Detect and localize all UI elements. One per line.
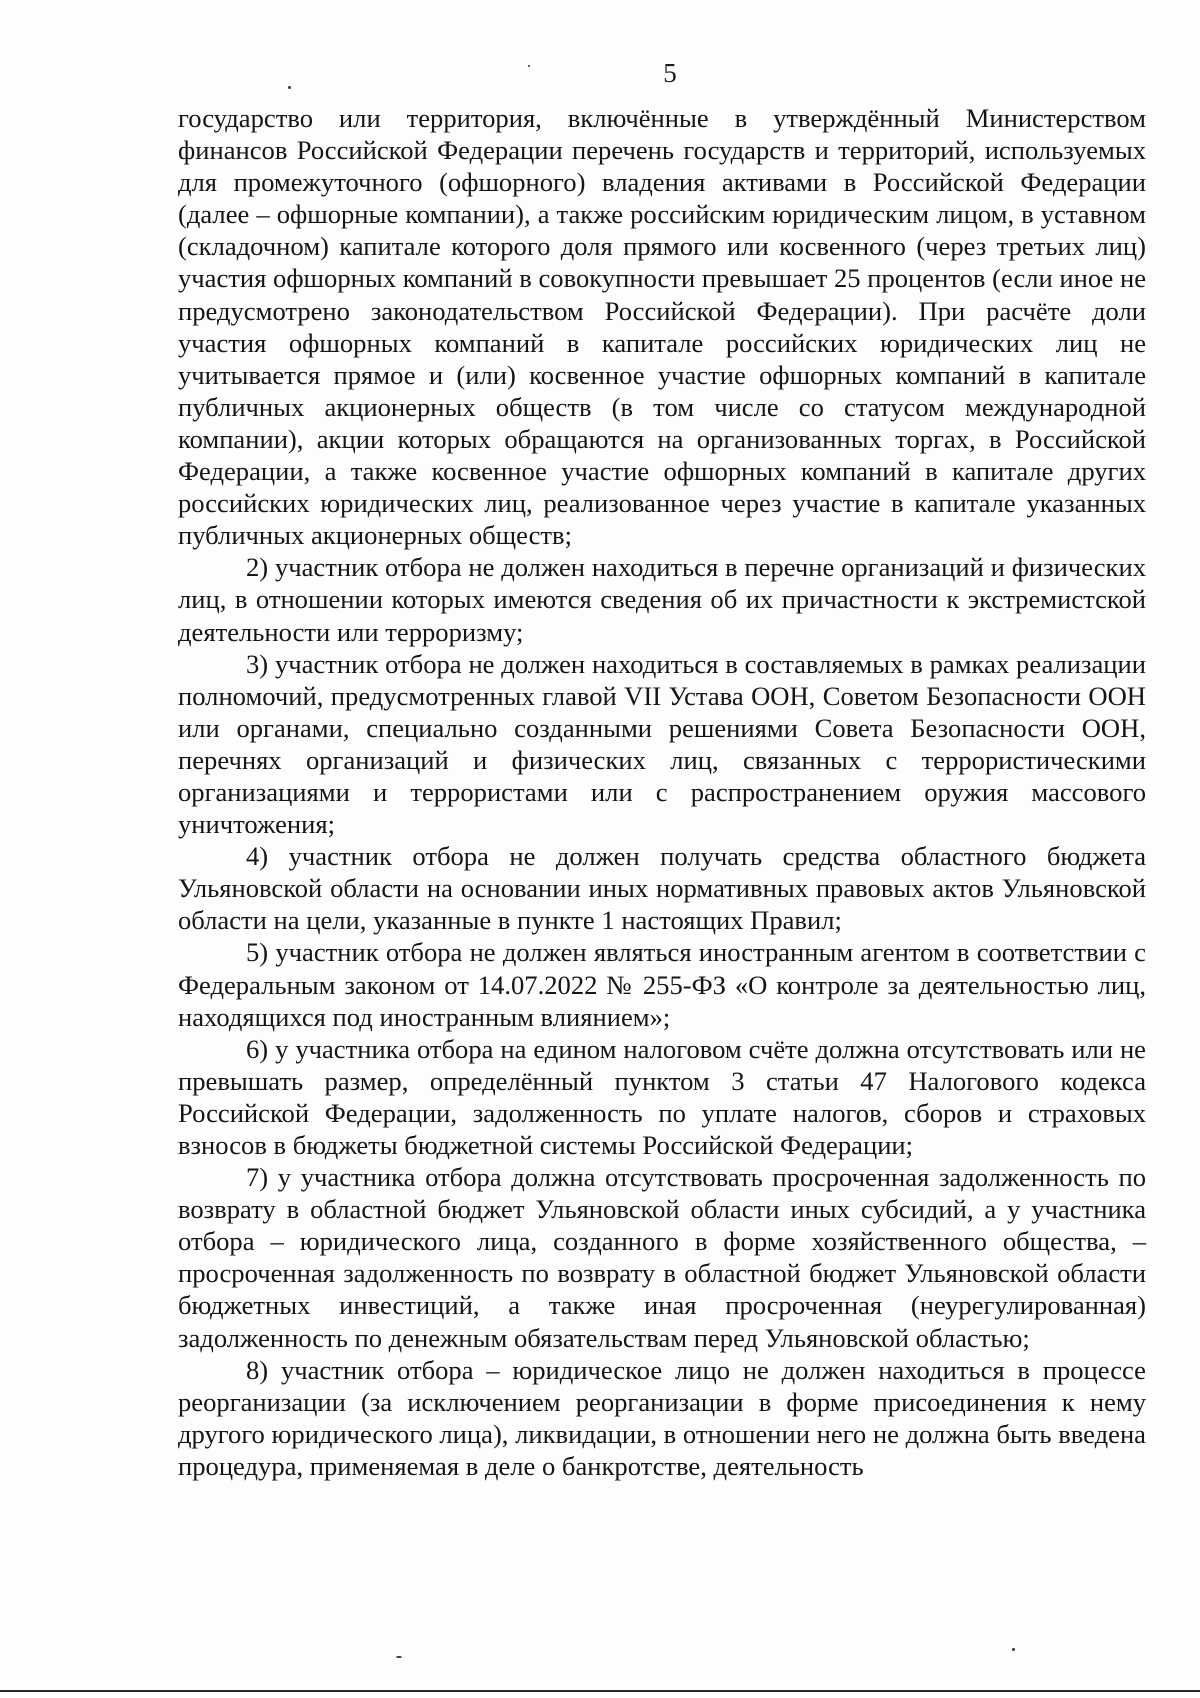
page-bottom-edge bbox=[0, 1690, 1200, 1692]
paragraph-offshore-continuation: государство или территория, включённые в утверждённый Министерством финансов Российской Федерации перечень государств и территорий, используемых для промежуточного (офшорного) владения активами в Российской Федерации (далее – офшорные компании), а также российским юридическим лицом, в уставном (складочном) капитале которого доля прямого или косвенного (через третьих лиц) участия офшорных компаний в совокупности превышает 25 процентов (если иное не предусмотрено законодательством Российской Федерации). При расчёте доли участия офшорных компаний в капитале российских юридических лиц не учитывается прямое и (или) косвенное участие офшорных компаний в капитале публичных акционерных обществ (в том числе со статусом международной компании), акции которых обращаются на организованных торгах, в Российской Федерации, а также косвенное участие офшорных компаний в капитале других российских юридических лиц, реализованное через участие в капитале указанных публичных акционерных обществ; bbox=[178, 103, 1146, 551]
paragraph-item-5: 5) участник отбора не должен являться иностранным агентом в соответствии с Федеральным законом от 14.07.2022 № 255-ФЗ «О контроле за деятельностью лиц, находящихся под иностранным влиянием»; bbox=[178, 937, 1146, 1032]
paragraph-item-3: 3) участник отбора не должен находиться в составляемых в рамках реализации полномочий, предусмотренных главой VII Устава ООН, Советом Безопасности ООН или органами, специально созданными решениями Совета Безопасности ООН, перечнях организаций и физических лиц, связанных с террористическими организациями и террористами или с распространением оружия массового уничтожения; bbox=[178, 648, 1146, 840]
scan-speck bbox=[1012, 1648, 1015, 1651]
paragraph-item-8: 8) участник отбора – юридическое лицо не должен находиться в процессе реорганизации (за исключением реорганизации в форме присоединения к нему другого юридического лица), ликвидации, в отношении него не должна быть введена процедура, применяемая в деле о банкротстве, деятельность bbox=[178, 1354, 1146, 1481]
paragraph-item-7: 7) у участника отбора должна отсутствовать просроченная задолженность по возврату в областной бюджет Ульяновской области иных субсидий, а у участника отбора – юридического лица, созданного в форме хозяйственного общества, – просроченная задолженность по возврату в областной бюджет Ульяновской области бюджетных инвестиций, а также иная просроченная (неурегулированная) задолженность по денежным обязательствам перед Ульяновской областью; bbox=[178, 1162, 1146, 1353]
scan-speck bbox=[288, 86, 291, 89]
scan-speck bbox=[396, 1656, 402, 1658]
document-body bbox=[178, 102, 1146, 1482]
page-number: 5 bbox=[663, 58, 677, 88]
paragraph-item-6: 6) у участника отбора на едином налоговом счёте должна отсутствовать или не превышать размер, определённый пунктом 3 статьи 47 Налогового кодекса Российской Федерации, задолженность по уплате налогов, сборов и страховых взносов в бюджеты бюджетной системы Российской Федерации; bbox=[178, 1033, 1146, 1160]
scan-speck bbox=[528, 65, 530, 67]
paragraph-item-2: 2) участник отбора не должен находиться в перечне организаций и физических лиц, в отношении которых имеются сведения об их причастности к экстремистской деятельности или терроризму; bbox=[178, 552, 1146, 647]
paragraph-item-4: 4) участник отбора не должен получать средства областного бюджета Ульяновской области на основании иных нормативных правовых актов Ульяновской области на цели, указанные в пункте 1 настоящих Правил; bbox=[178, 841, 1146, 936]
